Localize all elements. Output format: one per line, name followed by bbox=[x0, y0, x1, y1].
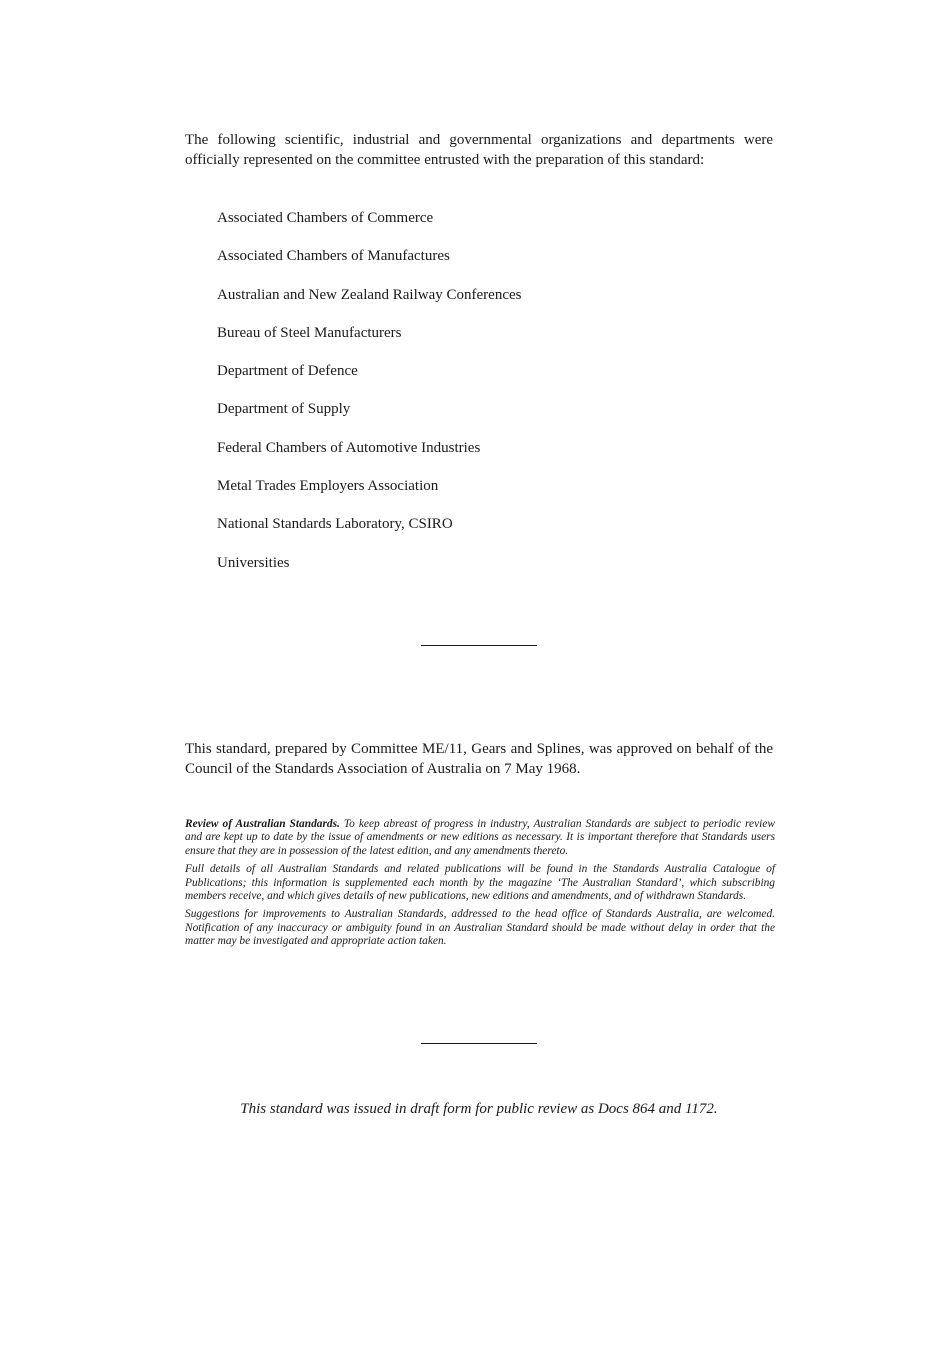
committee-intro: The following scientific, industrial and governmental organizations and departments were officially represented on the committee entrusted with the preparation of this standard: bbox=[185, 132, 773, 168]
list-item: National Standards Laboratory, CSIRO bbox=[217, 516, 453, 533]
section-divider bbox=[421, 1043, 537, 1044]
standards-notes bbox=[185, 818, 775, 954]
list-item: Universities bbox=[217, 554, 290, 571]
committee-section bbox=[185, 131, 773, 571]
draft-review-note: This standard was issued in draft form for public review as Docs 864 and 1172. bbox=[240, 1101, 718, 1117]
section-divider bbox=[421, 645, 537, 646]
review-note bbox=[185, 818, 775, 858]
list-item: Metal Trades Employers Association bbox=[217, 478, 439, 495]
list-item: Department of Supply bbox=[217, 401, 351, 418]
review-note-heading: Review of Australian Standards. bbox=[185, 818, 340, 830]
list-item: Associated Chambers of Commerce bbox=[217, 210, 434, 226]
review-note-body: To keep abreast of progress in industry, Australian Standards are subject to periodic review and are kept up to date by the issue of amendments or new editions as necessary. It is important therefore that Standards users ensure that they are in possession of the latest edition, and any amendments thereto. bbox=[185, 818, 775, 857]
approval-statement: This standard, prepared by Committee ME/11, Gears and Splines, was approved on behalf of the Council of the Standards Association of Australia on 7 May 1968. bbox=[185, 741, 773, 777]
list-item: Associated Chambers of Manufactures bbox=[217, 248, 450, 265]
list-item: Bureau of Steel Manufacturers bbox=[217, 324, 402, 341]
list-item: Australian and New Zealand Railway Conferences bbox=[217, 286, 522, 303]
list-item: Department of Defence bbox=[217, 363, 358, 380]
suggestions-note: Suggestions for improvements to Australian Standards, addressed to the head office of Standards Australia, are welcomed. Notification of any inaccuracy or ambiguity found in an Australian Standard should be made without delay in order that the matter may be investigated and appropriate action taken. bbox=[185, 908, 775, 948]
organization-list bbox=[217, 208, 521, 591]
list-item: Federal Chambers of Automotive Industries bbox=[217, 439, 481, 456]
catalogue-note: Full details of all Australian Standards and related publications will be found in the Standards Australia Catalogue of Publications; this information is supplemented each month by the magazine ‘The Australian Standard’, which subscribing members receive, and which gives details of new publications, new editions and amendments, and of withdrawn Standards. bbox=[185, 863, 775, 903]
